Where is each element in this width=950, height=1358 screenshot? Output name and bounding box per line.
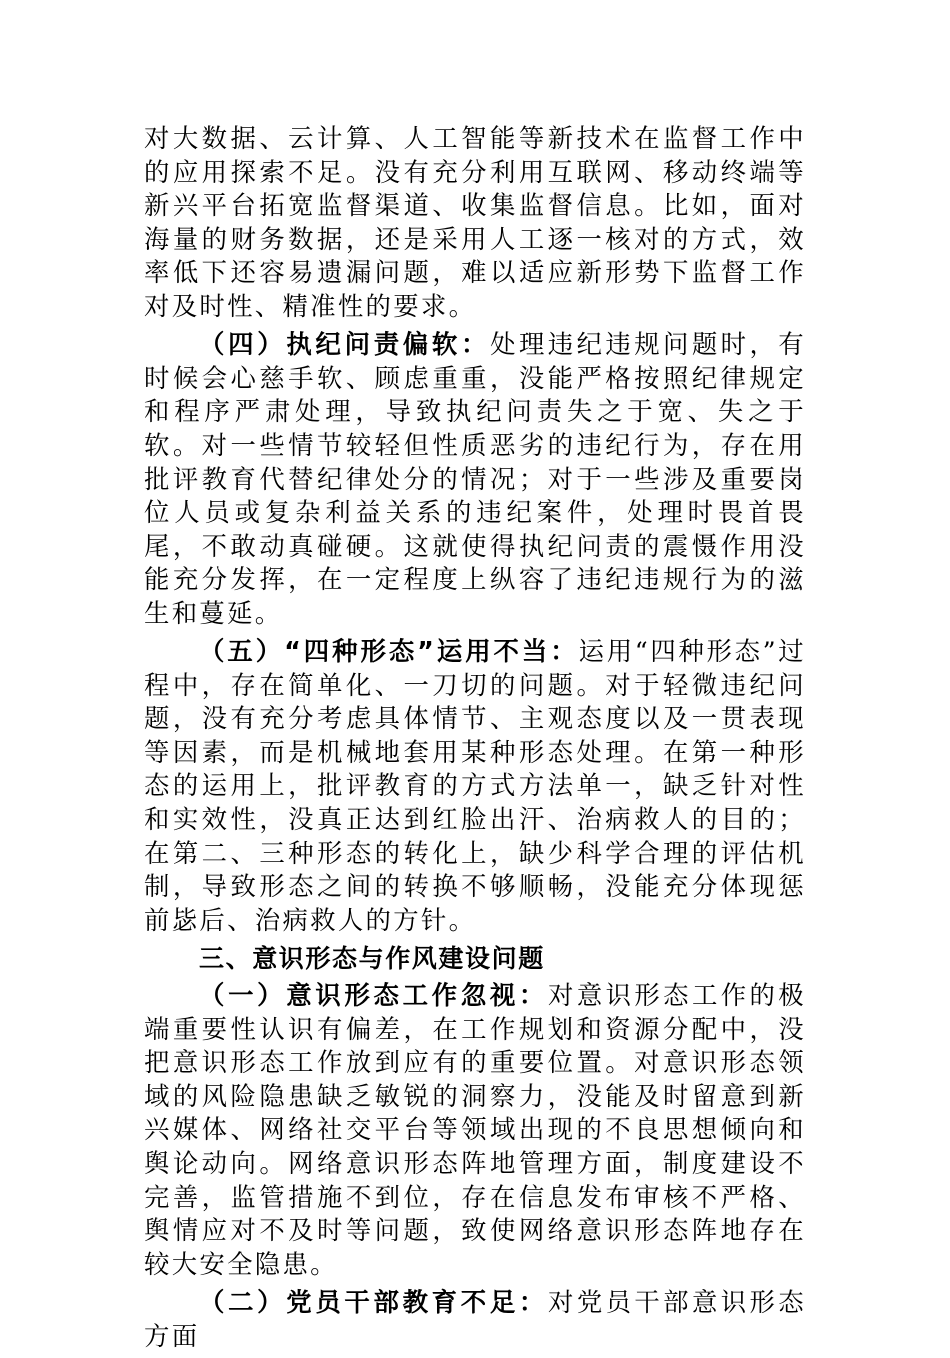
item-5-heading: （五）“四种形态”运用不当： xyxy=(199,636,579,667)
section-3-item-2-body: 对党员干部意识形态方面 xyxy=(144,1286,807,1351)
continuation-paragraph: 对大数据、云计算、人工智能等新技术在监督工作中的应用探索不足。没有充分利用互联网、移动终端等新兴平台拓宽监督渠道、收集监督信息。比如，面对海量的财务数据，还是采用人工逐一核对的方式，效率低下还容易遗漏问题，难以适应新形势下监督工作对及时性、精准性的要求。 xyxy=(144,123,806,321)
section-3-item-2-heading: （二）党员干部教育不足： xyxy=(199,1286,549,1317)
section-3-item-1-heading: （一）意识形态工作忽视： xyxy=(199,980,549,1011)
section-3-title: 三、意识形态与作风建设问题 xyxy=(199,944,545,974)
section-3-item-1-body: 对意识形态工作的极端重要性认识有偏差，在工作规划和资源分配中，没把意识形态工作放到应有的重要位置。对意识形态领域的风险隐患缺乏敏锐的洞察力，没能及时留意到新兴媒体、网络社交平台等领域出现的不良思想倾向和舆论动向。网络意识形态阵地管理方面，制度建设不完善，监管措施不到位，存在信息发布审核不严格、舆情应对不及时等问题，致使网络意识形态阵地存在较大安全隐患。 xyxy=(144,980,807,1279)
item-4-heading: （四）执纪问责偏软： xyxy=(199,329,491,360)
section-3-item-1-paragraph xyxy=(144,979,806,1281)
item-4-body: 处理违纪违规问题时，有时候会心慈手软、顾虑重重，没能严格按照纪律规定和程序严肃处理，导致执纪问责失之于宽、失之于软。对一些情节较轻但性质恶劣的违纪行为，存在用批评教育代替纪律处分的情况；对于一些涉及重要岗位人员或复杂利益关系的违纪案件，处理时畏首畏尾，不敢动真碰硬。这就使得执纪问责的震慑作用没能充分发挥，在一定程度上纵容了违纪违规行为的滋生和蔓延。 xyxy=(144,329,806,628)
section-3-item-2-paragraph xyxy=(144,1286,806,1353)
document-body xyxy=(144,122,806,1358)
item-5-paragraph xyxy=(144,635,806,937)
item-5-body: 运用“四种形态”过程中，存在简单化、一刀切的问题。对于轻微违纪问题，没有充分考虑具体情节、主观态度以及一贯表现等因素，而是机械地套用某种形态处理。在第一种形态的运用上，批评教育的方式方法单一，缺乏针对性和实效性，没真正达到红脸出汗、治病救人的目的；在第二、三种形态的转化上，缺少科学合理的评估机制，导致形态之间的转换不够顺畅，没能充分体现惩前毖后、治病救人的方针。 xyxy=(144,636,806,935)
item-4-paragraph xyxy=(144,328,806,630)
